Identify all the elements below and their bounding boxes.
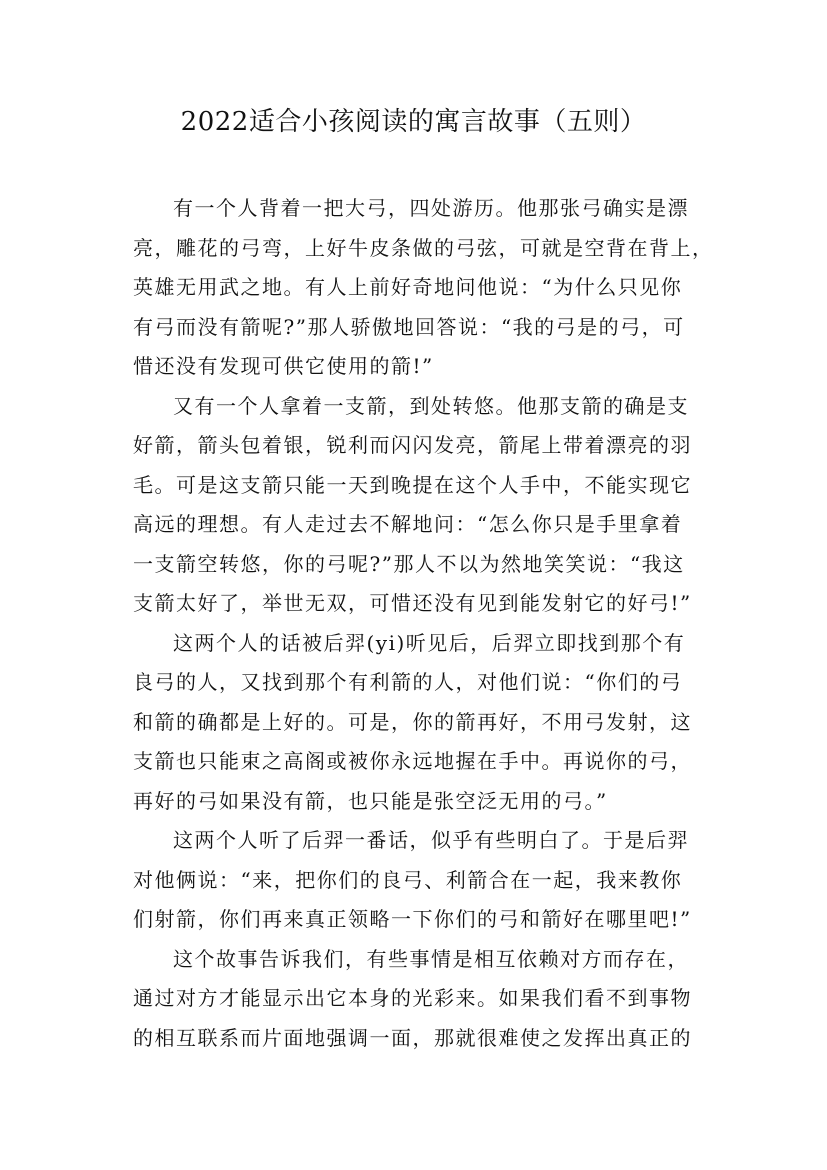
paragraph-1 xyxy=(133,189,723,387)
text-line: 这两个人的话被后羿(yi)听见后，后羿立即找到那个有 xyxy=(173,630,686,655)
text-line: 有一个人背着一把大弓，四处游历。他那张弓确实是漂 xyxy=(173,196,689,220)
text-line: 支箭太好了，举世无双，可惜还没有见到能发射它的好弓!” xyxy=(133,591,692,615)
text-line: 支箭也只能束之高阁或被你永远地握在手中。再说你的弓， xyxy=(133,749,692,773)
paragraph-3 xyxy=(133,624,723,822)
text-line: 高远的理想。有人走过去不解地问：“怎么你只是手里拿着 xyxy=(133,512,683,536)
text-line: 这两个人听了后羿一番话，似乎有些明白了。于是后羿 xyxy=(173,828,689,852)
text-line: 又有一个人拿着一支箭，到处转悠。他那支箭的确是支 xyxy=(173,393,689,418)
text-line: 通过对方才能显示出它本身的光彩来。如果我们看不到事物 xyxy=(133,986,692,1010)
text-line: 这个故事告诉我们，有些事情是相互依赖对方而存在， xyxy=(173,946,689,971)
text-line: 惜还没有发现可供它使用的箭!” xyxy=(133,354,434,378)
document-body xyxy=(133,189,723,1058)
text-line: 们射箭，你们再来真正领略一下你们的弓和箭好在哪里吧!” xyxy=(133,907,692,931)
text-line: 毛。可是这支箭只能一天到晚提在这个人手中，不能实现它 xyxy=(133,472,692,497)
text-line: 亮，雕花的弓弯，上好牛皮条做的弓弦，可就是空背在背上， xyxy=(133,235,714,260)
paragraph-5 xyxy=(133,940,723,1059)
text-line: 英雄无用武之地。有人上前好奇地问他说：“为什么只见你 xyxy=(133,275,683,299)
text-line: 对他俩说：“来，把你们的良弓、利箭合在一起，我来教你 xyxy=(133,867,683,892)
text-line: 和箭的确都是上好的。可是，你的箭再好，不用弓发射，这 xyxy=(133,709,692,734)
text-line: 再好的弓如果没有箭，也只能是张空泛无用的弓。” xyxy=(133,788,608,813)
text-line: 的相互联系而片面地强调一面，那就很难使之发挥出真正的 xyxy=(133,1025,692,1050)
text-line: 良弓的人，又找到那个有利箭的人，对他们说：“你们的弓 xyxy=(133,670,683,694)
paragraph-4 xyxy=(133,821,723,940)
paragraph-2 xyxy=(133,387,723,624)
document-title: 2022适合小孩阅读的寓言故事（五则） xyxy=(180,107,647,137)
text-line: 好箭，箭头包着银，锐利而闪闪发亮，箭尾上带着漂亮的羽 xyxy=(133,433,692,457)
text-line: 有弓而没有箭呢?”那人骄傲地回答说：“我的弓是的弓，可 xyxy=(133,314,685,339)
text-line: 一支箭空转悠，你的弓呢?”那人不以为然地笑笑说：“我这 xyxy=(133,551,685,576)
